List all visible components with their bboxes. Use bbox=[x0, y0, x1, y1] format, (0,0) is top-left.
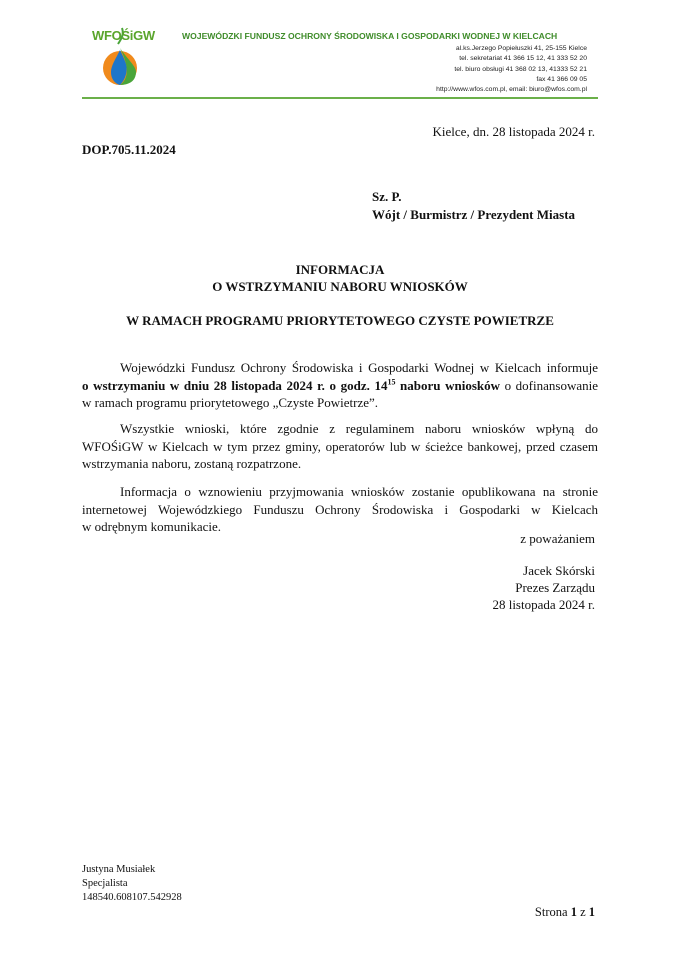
paragraph-1-line-2: o wstrzymaniu w dniu 28 listopada 2024 r. o godz. $14^{15}$ naboru wniosków o dofinansowanie bbox=[82, 377, 598, 393]
logo-text: WFOŚiGW bbox=[92, 28, 155, 43]
title-line-2: O WSTRZYMANIU NABORU WNIOSKÓW bbox=[212, 279, 468, 294]
closing-regards: z poważaniem bbox=[520, 531, 595, 546]
addressee-block bbox=[372, 188, 575, 224]
letter-date: Kielce, dn. 28 listopada 2024 r. bbox=[432, 124, 595, 139]
contact-phone-office: tel. biuro obsługi 41 368 02 13, 41333 52 21 bbox=[454, 65, 587, 73]
contact-block bbox=[327, 44, 587, 95]
paragraph-2-line-3: wstrzymania naboru, zostaną rozpatrzone. bbox=[82, 456, 302, 471]
footer-position: Specjalista bbox=[82, 878, 128, 889]
footer-author-block bbox=[82, 863, 182, 905]
paragraph-1-line-3: w ramach programu priorytetowego „Czyste Powietrze”. bbox=[82, 395, 379, 410]
signature-date: 28 listopada 2024 r. bbox=[492, 597, 595, 612]
paragraph-1-line-1: Wojewódzki Fundusz Ochrony Środowiska i Gospodarki Wodnej w Kielcach informuje bbox=[120, 360, 598, 375]
addressee-salutation: Sz. P. bbox=[372, 189, 402, 204]
paragraph-2-line-2: WFOŚiGW w Kielcach w tym przez gminy, operatorów lub w ścieżce bankowej, przed czasem bbox=[82, 438, 598, 454]
paragraph-3-line-1: Informacja o wznowieniu przyjmowania wniosków zostanie opublikowana na stronie bbox=[120, 484, 598, 499]
paragraph-3-line-3: w odrębnym komunikacie. bbox=[82, 519, 221, 534]
signatory-name: Jacek Skórski bbox=[523, 563, 595, 578]
header-divider bbox=[82, 97, 598, 99]
wfosigw-logo bbox=[82, 24, 162, 88]
addressee-recipient: Wójt / Burmistrz / Prezydent Miasta bbox=[372, 207, 576, 222]
footer-document-id: 148540.608107.542928 bbox=[82, 892, 182, 903]
reference-number: DOP.705.11.2024 bbox=[82, 142, 176, 157]
contact-fax: fax 41 366 09 05 bbox=[536, 75, 587, 83]
title-line-3: W RAMACH PROGRAMU PRIORYTETOWEGO CZYSTE POWIETRZE bbox=[126, 313, 554, 328]
paragraph-3-line-2: internetowej Wojewódzkiego Funduszu Ochrony Środowiska i Gospodarki w Kielcach bbox=[82, 501, 598, 517]
signatory-role: Prezes Zarządu bbox=[515, 580, 595, 595]
paragraph-2-line-1: Wszystkie wnioski, które zgodnie z regulaminem naboru wniosków wpłyną do bbox=[120, 421, 598, 436]
paragraph-2 bbox=[82, 420, 598, 473]
contact-address: al.ks.Jerzego Popiełuszki 41, 25-155 Kielce bbox=[455, 45, 587, 52]
contact-phone-secretariat: tel. sekretariat 41 366 15 12, 41 333 52 20 bbox=[459, 55, 587, 63]
contact-web-email: http://www.wfos.com.pl, email: biuro@wfos.com.pl bbox=[436, 86, 587, 94]
paragraph-3 bbox=[82, 483, 598, 536]
organization-name: WOJEWÓDZKI FUNDUSZ OCHRONY ŚRODOWISKA I GOSPODARKI WODNEJ W KIELCACH bbox=[182, 31, 558, 41]
paragraph-1 bbox=[82, 359, 598, 412]
page-number: Strona 1 z 1 bbox=[534, 905, 595, 919]
title-line-1: INFORMACJA bbox=[295, 262, 385, 277]
footer-author: Justyna Musiałek bbox=[82, 864, 156, 875]
